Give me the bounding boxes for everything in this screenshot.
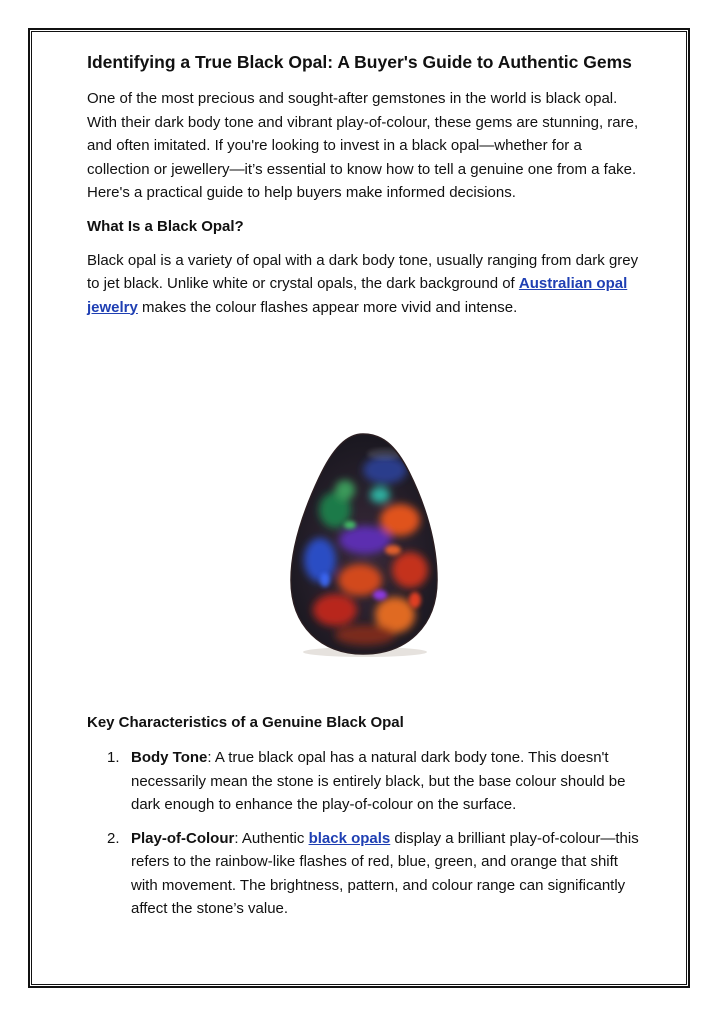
list-item [87,746,647,817]
list-item [87,827,647,921]
list-item-number: 1. [107,749,120,766]
list-item-number: 2. [107,829,120,847]
characteristics-list [87,746,647,931]
list-item-text-2: display a brilliant play-of-colour—this refers to the rainbow-like flashes of red, blue, green, and orange that shift with movement. The brightness, pattern, and colour range can significantly affect the stone’s value. [131,829,639,917]
what-is-paragraph [87,249,647,320]
black-opals-link[interactable]: black opals [308,829,391,847]
section-heading-key-characteristics: Key Characteristics of a Genuine Black Opal [87,714,404,731]
list-item-text-1: : Authentic [234,829,309,847]
page-title: Identifying a True Black Opal: A Buyer's Guide to Authentic Gems [87,52,632,72]
list-item-text: : A true black opal has a natural dark body tone. This doesn't necessarily mean the stone is entirely black, but the base colour should be dark enough to enhance the play-of-colour on the surface. [131,749,626,813]
australian-opal-jewelry-link[interactable]: Australian opal jewelry [87,275,628,316]
section-heading-what-is: What Is a Black Opal? [87,217,244,235]
list-item-term: Play-of-Colour [131,829,235,847]
list-item-term: Body Tone [131,749,208,766]
what-is-text-2: makes the colour flashes appear more vivid and intense. [137,298,518,316]
document-body [87,48,647,329]
intro-paragraph: One of the most precious and sought-after gemstones in the world is black opal. With their dark body tone and vibrant play-of-colour, these gems are stunning, rare, and often imitated. If you're looking to invest in a black opal—whether for a collection or jewellery—it’s essential to know how to tell a genuine one from a fake. Here's a practical guide to help buyers make informed decisions. [87,90,639,201]
black-opal-gem-image [285,430,445,658]
what-is-text-1: Black opal is a variety of opal with a dark body tone, usually ranging from dark grey to jet black. Unlike white or crystal opals, the dark background of [87,251,639,292]
black-opal-gem-icon [285,430,445,658]
